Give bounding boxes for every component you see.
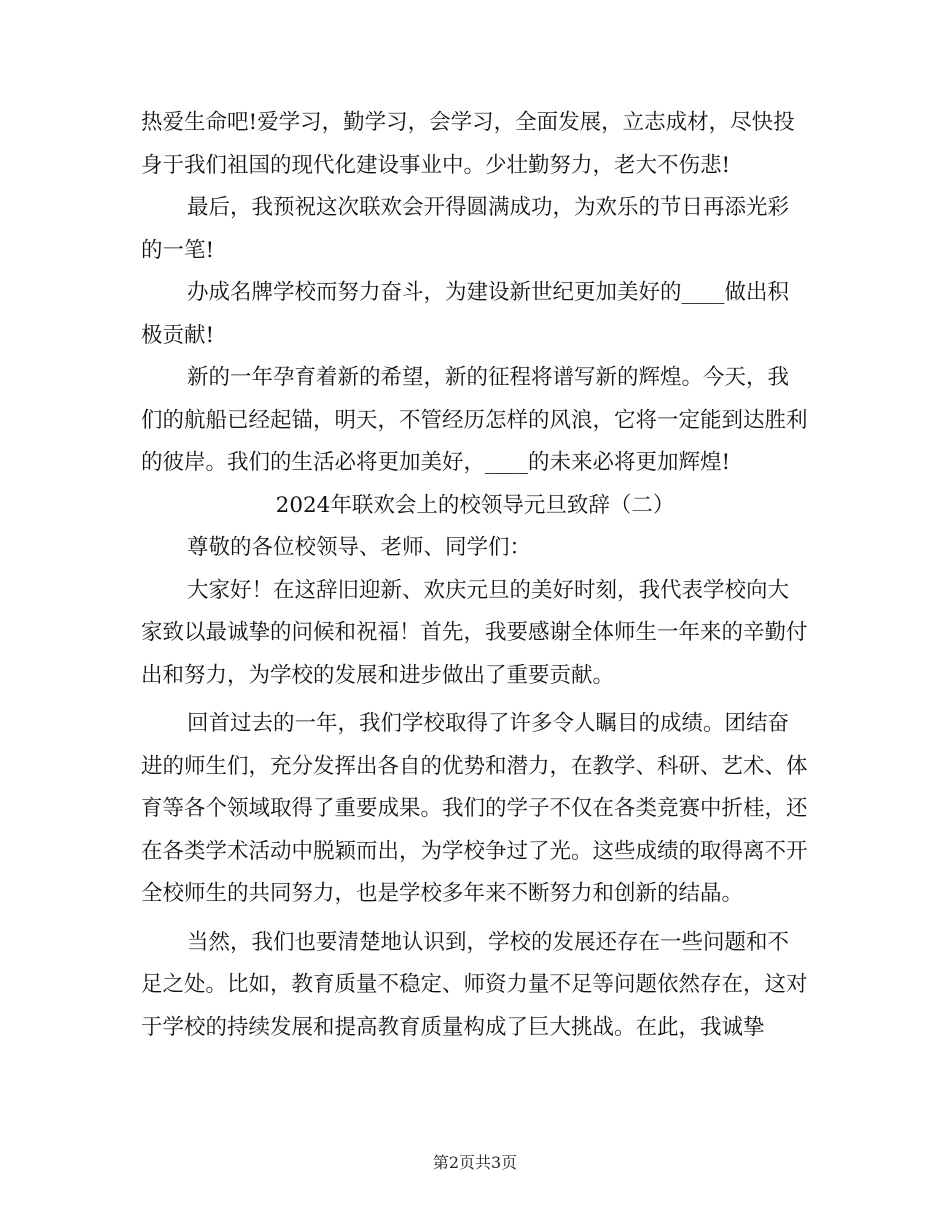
- paragraph-new-year-hope: 新的一年孕育着新的希望，新的征程将谱写新的辉煌。今天，我们的航船已经起锚，明天，不管经历怎样的风浪，它将一定能到达胜利的彼岸。我们的生活必将更加美好，____的未来必将更加辉煌!: [141, 365, 808, 475]
- page-footer: [0, 1152, 950, 1174]
- paragraph-continuation: 热爱生命吧!爱学习，勤学习，会学习，全面发展，立志成材，尽快投身于我们祖国的现代化建设事业中。少壮勤努力，老大不伤悲!: [141, 110, 795, 178]
- section-title: 2024年联欢会上的校领导元旦致辞（二）: [275, 492, 675, 518]
- paragraph-challenges: 当然，我们也要清楚地认识到，学校的发展还存在一些问题和不足之处。比如，教育质量不稳定、师资力量不足等问题依然存在，这对于学校的持续发展和提高教育质量构成了巨大挑战。在此，我诚挚: [141, 929, 808, 1040]
- paragraph-famous-school: 办成名牌学校而努力奋斗，为建设新世纪更加美好的____做出积极贡献!: [141, 280, 790, 348]
- document-body: [141, 102, 809, 1049]
- salutation: 尊敬的各位校领导、老师、同学们：: [187, 535, 532, 560]
- page-indicator: 第2页共3页: [432, 1153, 518, 1172]
- paragraph-closing-wish: 最后，我预祝这次联欢会开得圆满成功，为欢乐的节日再添光彩的一笔!: [141, 195, 790, 263]
- paragraph-greeting: 大家好！在这辞旧迎新、欢庆元旦的美好时刻，我代表学校向大家致以最诚挚的问候和祝福！首先，我要感谢全体师生一年来的辛勤付出和努力，为学校的发展和进步做出了重要贡献。: [141, 577, 808, 688]
- paragraph-review: 回首过去的一年，我们学校取得了许多令人瞩目的成绩。团结奋进的师生们，充分发挥出各自的优势和潜力，在教学、科研、艺术、体育等各个领域取得了重要成果。我们的学子不仅在各类竞赛中折桂，还在各类学术活动中脱颖而出，为学校争过了光。这些成绩的取得离不开全校师生的共同努力，也是学校多年来不断努力和创新的结晶。: [141, 711, 808, 906]
